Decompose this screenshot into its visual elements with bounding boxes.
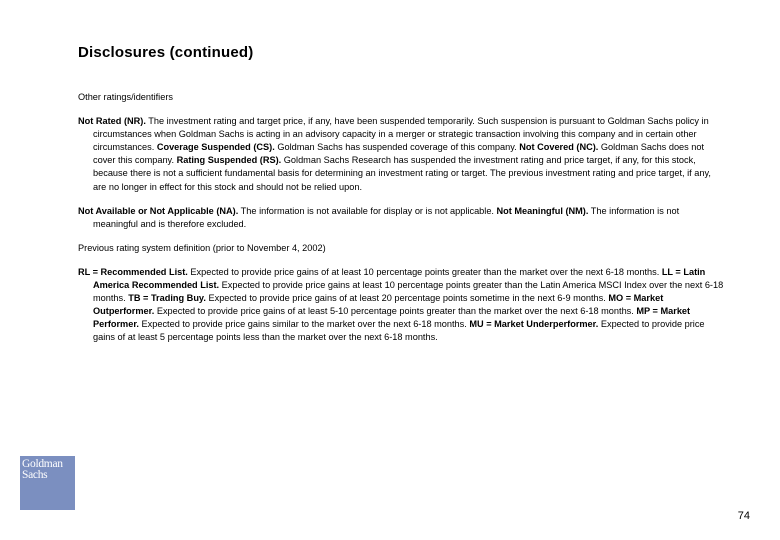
term-description: The investment rating and target price, if any, have been suspended temporarily. Such suspension is pursuant to Goldman Sachs policy in circumstances when Goldman Sachs is acting in an advisory capacity in a merger or strategic transaction involving this company and in certain other circumstances. xyxy=(93,116,709,153)
term-label: MP = Market Performer. xyxy=(93,306,691,330)
term-label: MU = Market Underperformer. xyxy=(469,319,599,330)
term-description: The information is not meaningful and is therefore excluded. xyxy=(93,205,680,229)
page-number: 74 xyxy=(737,510,750,522)
term-label: RL = Recommended List. xyxy=(78,266,188,277)
section-subheading: Other ratings/identifiers xyxy=(78,92,173,102)
para-previous-system xyxy=(78,242,724,255)
term-label: Not Rated (NR). xyxy=(78,116,146,127)
term-description: Goldman Sachs Research has suspended the investment rating and price target, if any, for this stock, because there is not a sufficient fundamental basis for determining an investment rating or target. The previous investment rating and price target, if any, are no longer in effect for this stock and should not be relied upon. xyxy=(93,155,711,192)
goldman-sachs-logo xyxy=(20,456,75,510)
term-label: Not Available or Not Applicable (NA). xyxy=(78,205,239,216)
term-label: Not Covered (NC). xyxy=(519,142,599,153)
logo-line-2: Sachs xyxy=(22,469,48,481)
term-description: Expected to provide price gains at least 10 percentage points greater than the Latin America MSCI Index over the next 6-18 months. xyxy=(93,280,724,304)
term-label: Rating Suspended (RS). xyxy=(176,155,282,166)
term-label: LL = Latin America Recommended List. xyxy=(93,266,706,291)
term-description: Expected to provide price gains of at least 5 percentage points less than the market over the next 6-18 months. xyxy=(93,319,705,343)
para-ratings-not-rated xyxy=(78,115,724,194)
term-description: Goldman Sachs has suspended coverage of this company. xyxy=(274,142,520,153)
paragraph-list xyxy=(78,115,724,344)
logo-line-1: Goldman xyxy=(22,458,63,470)
term-description: Expected to provide price gains of at least 5-10 percentage points greater than the market over the next 6-18 months. xyxy=(154,306,637,317)
term-description: Expected to provide price gains of at least 20 percentage points sometime in the next 6-9 months. xyxy=(205,293,609,304)
term-label: MO = Market Outperformer. xyxy=(93,293,664,317)
para-previous-definitions xyxy=(78,266,724,345)
term-description: Previous rating system definition (prior to November 4, 2002) xyxy=(78,242,326,253)
term-description: The information is not available for display or is not applicable. xyxy=(238,205,497,216)
disclosure-body xyxy=(78,91,724,356)
term-description: Goldman Sachs does not cover this company. xyxy=(93,142,705,166)
term-description: Expected to provide price gains similar to the market over the next 6-18 months. xyxy=(138,319,470,330)
term-description: Expected to provide price gains of at least 10 percentage points greater than the market over the next 6-18 months. xyxy=(187,266,662,277)
term-label: Not Meaningful (NM). xyxy=(496,205,589,216)
term-label: Coverage Suspended (CS). xyxy=(156,142,275,153)
page-title: Disclosures (continued) xyxy=(78,44,254,61)
term-label: TB = Trading Buy. xyxy=(128,293,206,304)
para-not-available xyxy=(78,205,724,231)
